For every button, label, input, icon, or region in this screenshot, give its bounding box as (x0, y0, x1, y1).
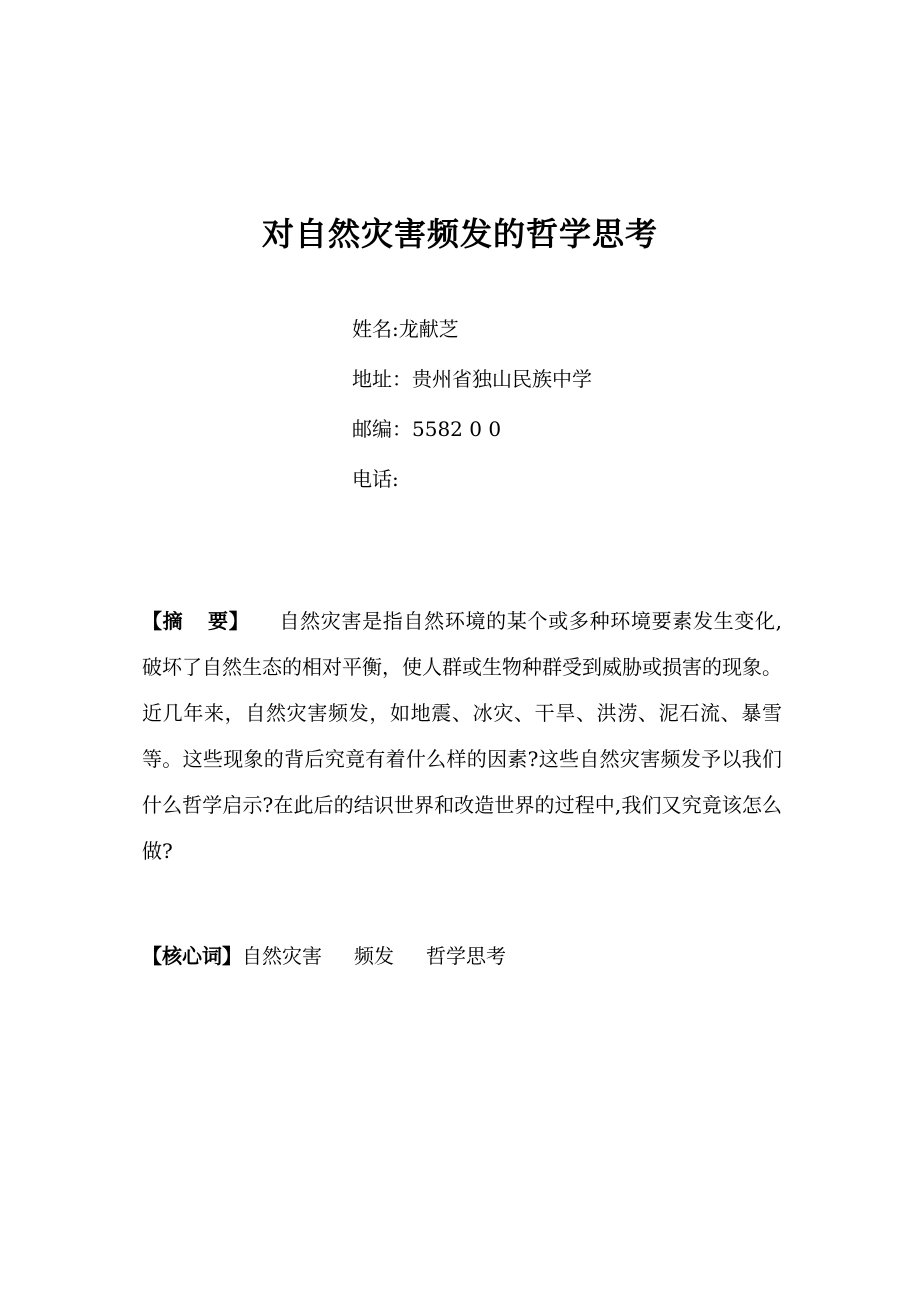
author-address: 地址：贵州省独山民族中学 (352, 367, 592, 391)
author-info (352, 312, 592, 512)
keywords-line (142, 936, 538, 976)
keyword-item: 哲学思考 (426, 944, 506, 968)
keywords-heading: 【核心词】 (142, 944, 242, 968)
abstract-text: 自然灾害是指自然环境的某个或多种环境要素发生变化,破坏了自然生态的相对平衡，使人群或生物种群受到威胁或损害的现象。近几年来，自然灾害频发，如地震、冰灾、干旱、洪涝、泥石流、暴雪等。这些现象的背后究竟有着什么样的因素?这些自然灾害频发予以我们什么哲学启示?在此后的结识世界和改造世界的过程中,我们又究竟该怎么做? (142, 609, 783, 863)
abstract-heading-left: 【摘 (142, 609, 184, 633)
author-name: 姓名:龙献芝 (352, 317, 459, 341)
abstract-heading (142, 609, 249, 633)
document-title: 对自然灾害频发的哲学思考 (261, 215, 658, 253)
author-phone: 电话: (352, 467, 399, 491)
abstract-paragraph (142, 598, 782, 874)
keyword-item: 自然灾害 (242, 944, 322, 968)
abstract-heading-right: 要】 (207, 609, 250, 633)
author-postcode: 邮编：5582 0 0 (352, 417, 502, 441)
keyword-item: 频发 (354, 944, 394, 968)
